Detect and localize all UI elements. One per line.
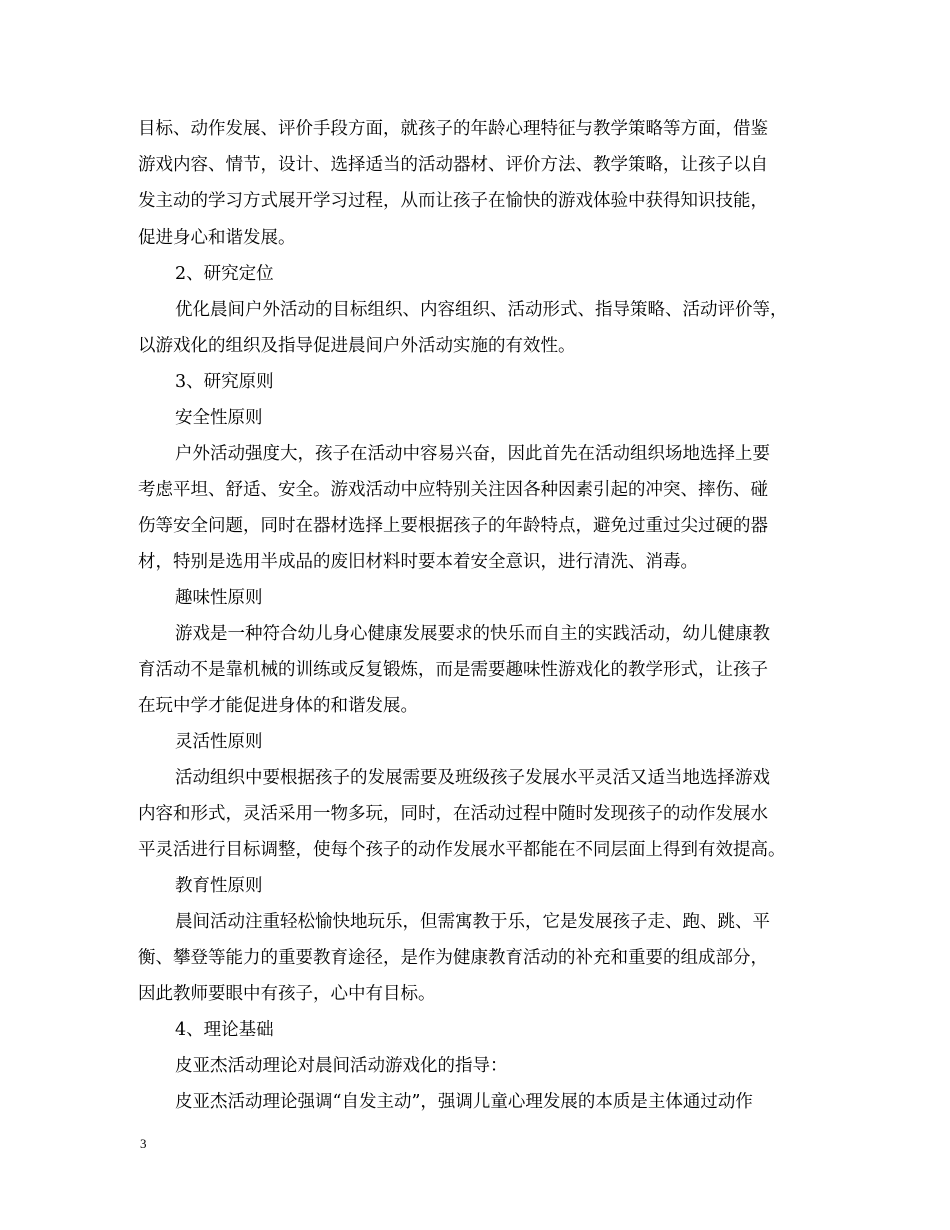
text-line: 优化晨间户外活动的目标组织、内容组织、活动形式、指导策略、活动评价等，: [175, 300, 788, 320]
text-line: 游戏是一种符合幼儿身心健康发展要求的快乐而自主的实践活动，幼儿健康教: [175, 624, 770, 644]
section-heading: 2、研究定位: [175, 264, 274, 284]
text-line: 在玩中学才能促进身体的和谐发展。: [138, 696, 418, 716]
page-number: 3: [140, 1136, 147, 1151]
text-line: 育活动不是靠机械的训练或反复锻炼，而是需要趣味性游戏化的教学形式，让孩子: [138, 660, 768, 680]
subheading: 灵活性原则: [175, 732, 263, 752]
text-line: 衡、攀登等能力的重要教育途径，是作为健康教育活动的补充和重要的组成部分，: [138, 948, 768, 968]
text-line: 活动组织中要根据孩子的发展需要及班级孩子发展水平灵活又适当地选择游戏: [175, 768, 770, 788]
text-line: 以游戏化的组织及指导促进晨间户外活动实施的有效性。: [138, 336, 576, 356]
text-line: 因此教师要眼中有孩子，心中有目标。: [138, 984, 436, 1004]
text-line: 材，特别是选用半成品的废旧材料时要本着安全意识，进行清洗、消毒。: [138, 552, 698, 572]
subheading: 教育性原则: [175, 876, 263, 896]
text-line: 目标、动作发展、评价手段方面，就孩子的年龄心理特征与教学策略等方面，借鉴: [138, 119, 768, 139]
text-line: 发主动的学习方式展开学习过程，从而让孩子在愉快的游戏体验中获得知识技能，: [138, 191, 768, 211]
text-line: 晨间活动注重轻松愉快地玩乐，但需寓教于乐，它是发展孩子走、跑、跳、平: [175, 912, 770, 932]
text-line: 促进身心和谐发展。: [138, 228, 296, 248]
subheading: 趣味性原则: [175, 588, 263, 608]
text-line: 游戏内容、情节，设计、选择适当的活动器材、评价方法、教学策略，让孩子以自: [138, 155, 768, 175]
text-line: 考虑平坦、舒适、安全。游戏活动中应特别关注因各种因素引起的冲突、摔伤、碰: [138, 480, 768, 500]
text-line: 伤等安全问题，同时在器材选择上要根据孩子的年龄特点，避免过重过尖过硬的器: [138, 516, 768, 536]
subheading: 安全性原则: [175, 408, 263, 428]
section-heading: 3、研究原则: [175, 372, 274, 392]
text-line: 皮亚杰活动理论强调“自发主动”，强调儿童心理发展的本质是主体通过动作: [175, 1092, 753, 1112]
text-line: 皮亚杰活动理论对晨间活动游戏化的指导：: [175, 1056, 508, 1076]
section-heading: 4、理论基础: [175, 1020, 274, 1040]
text-line: 内容和形式，灵活采用一物多玩，同时，在活动过程中随时发现孩子的动作发展水: [138, 804, 768, 824]
text-line: 户外活动强度大，孩子在活动中容易兴奋，因此首先在活动组织场地选择上要: [175, 444, 770, 464]
text-line: 平灵活进行目标调整，使每个孩子的动作发展水平都能在不同层面上得到有效提高。: [138, 840, 786, 860]
